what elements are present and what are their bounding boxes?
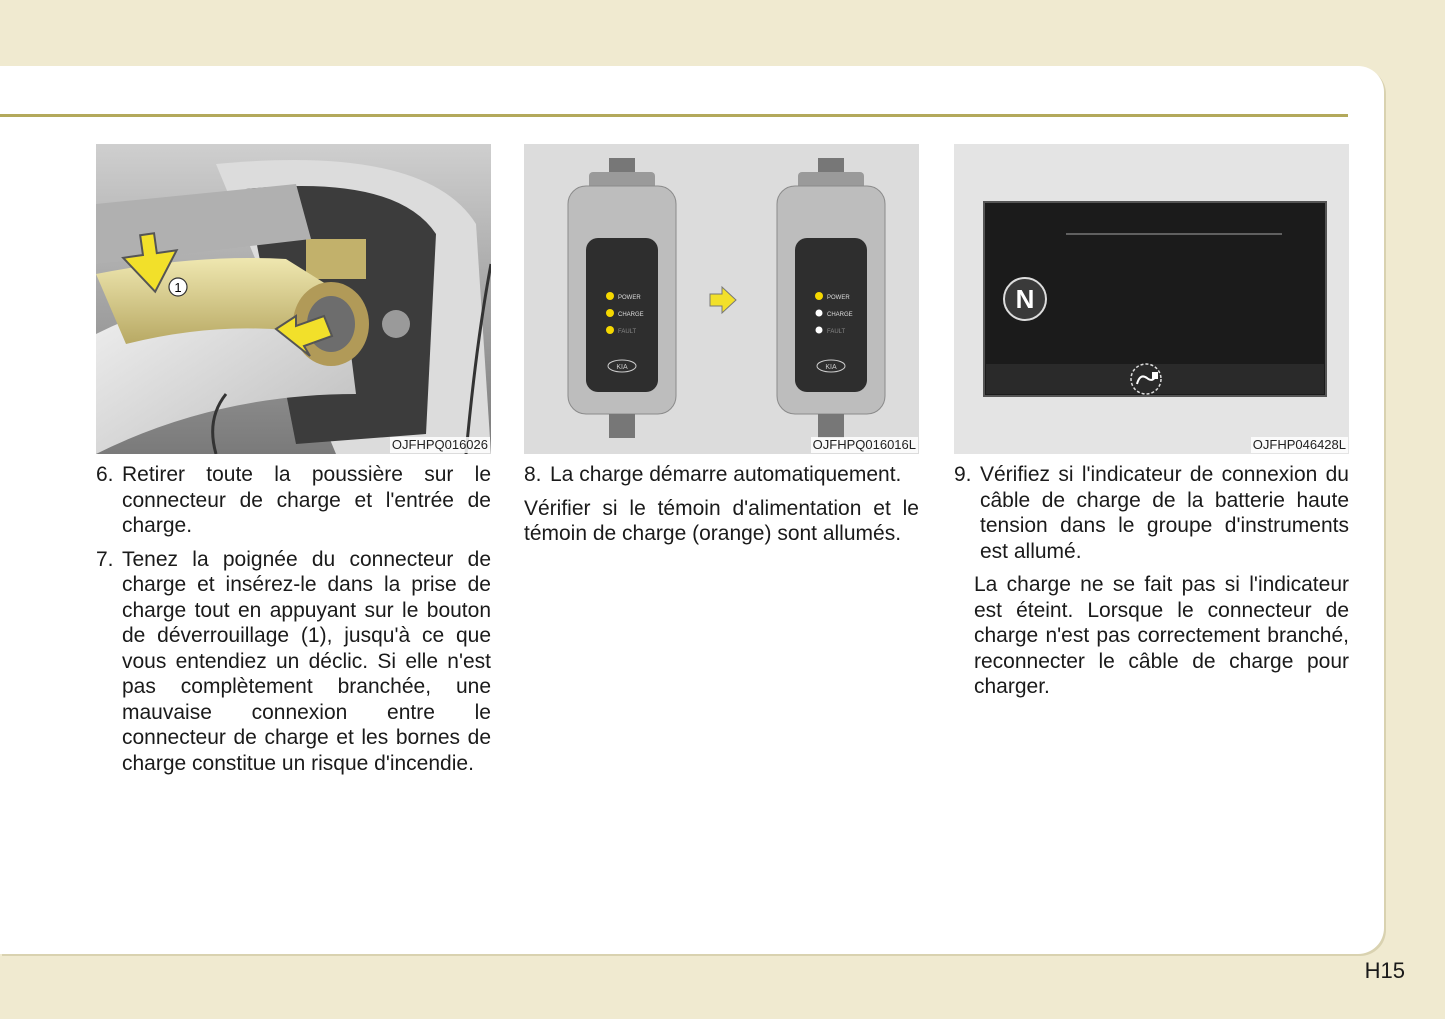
item-text: La charge démarre automatiquement. — [550, 463, 902, 486]
list-item — [96, 462, 491, 539]
charge-led-on — [606, 309, 614, 317]
figure-connector-insertion — [96, 144, 491, 454]
list-item — [954, 462, 1349, 564]
header-rule — [0, 114, 1348, 117]
item-number: 7. — [96, 547, 114, 571]
paragraph: La charge ne se fait pas si l'indicateur est éteint. Lorsque le connecteur de charge n'est pas correctement branché, reconnecter le câble de charge pour charger. — [974, 573, 1349, 698]
svg-text:CHARGE: CHARGE — [827, 312, 853, 318]
svg-text:KIA: KIA — [616, 364, 628, 371]
svg-text:POWER: POWER — [827, 295, 850, 301]
item-text: Tenez la poignée du connecteur de charge et insérez-le dans la prise de charge tout en appuyant sur le bouton de déverrouillage (1), jusqu'à ce que vous entendiez un déclic. Si elle n'est pas complètement branchée, une mauvaise connexion entre le connecteur de charge et les bornes de charge constitue un risque d'incendie. — [122, 547, 491, 775]
svg-text:FAULT: FAULT — [618, 329, 637, 335]
item-number: 8. — [524, 463, 542, 486]
paragraph: Vérifier si le témoin d'alimentation et le témoin de charge (orange) sont allumés. — [524, 496, 919, 545]
page-number: H15 — [1364, 958, 1405, 983]
gear-letter: N — [1015, 284, 1035, 314]
column-2 — [524, 462, 919, 555]
cluster-illustration — [954, 144, 1349, 454]
list-item — [96, 547, 491, 777]
charger-unit-before — [568, 158, 676, 438]
figure-code: OJFHP046428L — [1252, 437, 1346, 452]
fault-led-on — [606, 326, 614, 334]
item-number: 9. — [954, 463, 972, 486]
power-led-on — [606, 292, 614, 300]
figure-cluster — [954, 144, 1349, 454]
item-text: Retirer toute la poussière sur le connecteur de charge et l'entrée de charge. — [122, 463, 491, 537]
item-number: 6. — [96, 463, 114, 486]
figure-code: OJFHPQ016026 — [391, 437, 488, 452]
list-item — [524, 462, 919, 488]
item-text: Vérifiez si l'indicateur de connexion du câble de charge de la batterie haute tension dans le groupe d'instruments est allumé. — [980, 463, 1349, 563]
column-1 — [96, 462, 491, 784]
callout-number: 1 — [174, 280, 182, 295]
charger-illustration — [524, 144, 919, 454]
svg-text:KIA: KIA — [825, 364, 837, 371]
charger-unit-after — [777, 158, 885, 438]
svg-text:POWER: POWER — [618, 295, 641, 301]
figure-code: OJFHPQ016016L — [812, 437, 916, 452]
svg-text:CHARGE: CHARGE — [618, 312, 644, 318]
column-3 — [954, 462, 1349, 708]
connector-illustration — [96, 144, 491, 454]
svg-text:FAULT: FAULT — [827, 329, 846, 335]
figure-charger-leds — [524, 144, 919, 454]
